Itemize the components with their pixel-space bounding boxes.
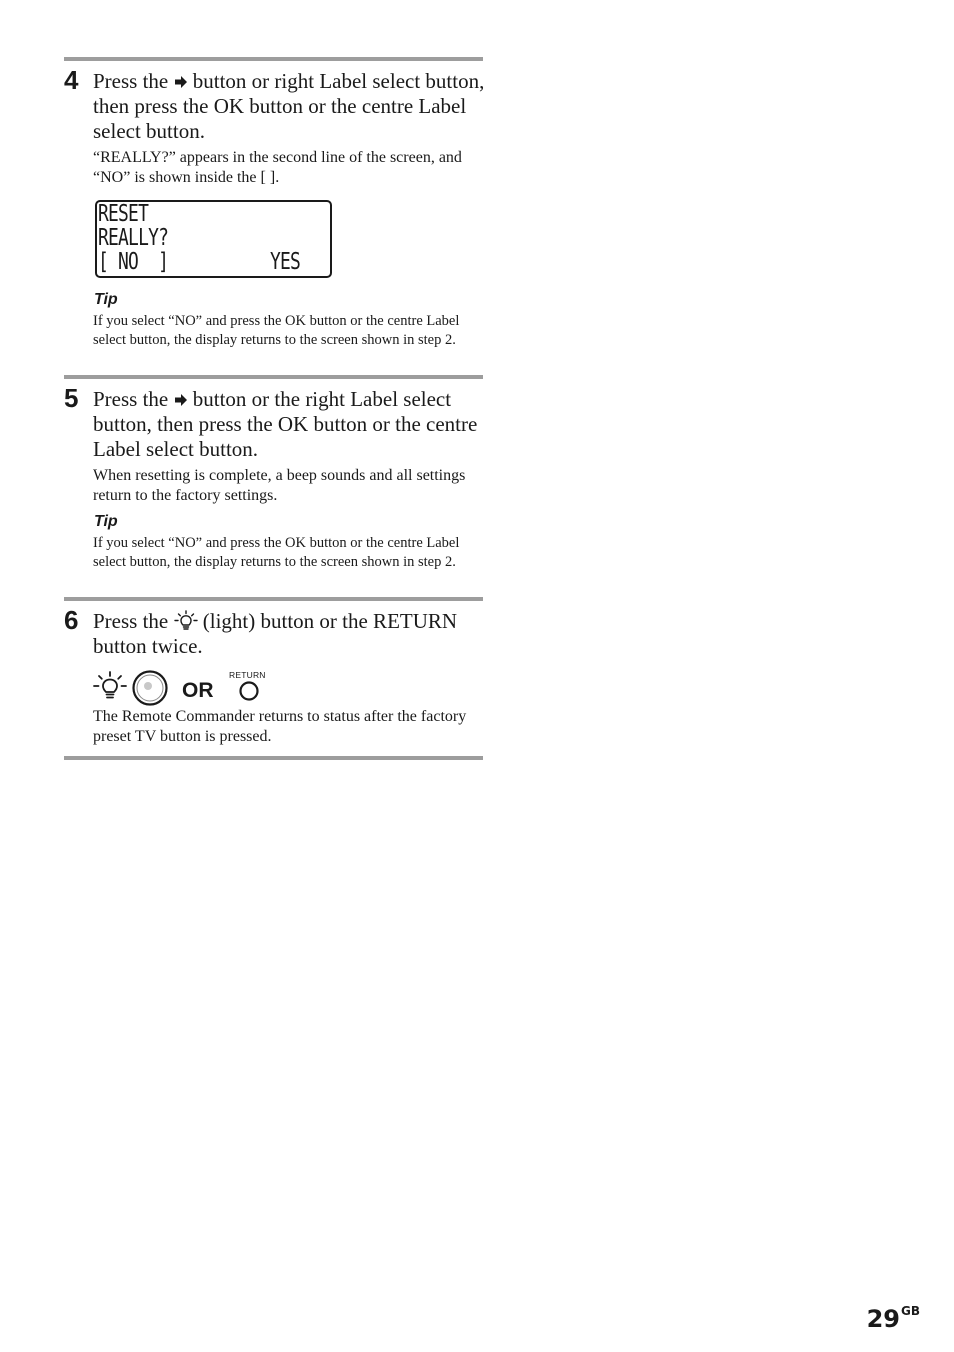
lcd-line-really: REALLY? [98, 225, 169, 251]
step-4-tip-label: Tip [94, 291, 118, 308]
button-illustration-row [93, 668, 293, 708]
page-number-value: 29 [866, 1305, 900, 1333]
step-5-heading-post: button or the right Label select button, then press the OK button or the centre Label select button. [93, 387, 478, 461]
step-5-tip-text: If you select “NO” and press the OK button or the centre Label select button, the display returns to the screen shown in step 2. [93, 535, 460, 570]
return-button-icon [237, 680, 261, 702]
step-6-heading-pre: Press the [93, 609, 169, 633]
right-arrow-icon [174, 393, 188, 407]
step-4-description: “REALLY?” appears in the second line of the screen, and “NO” is shown inside the [ ]. [93, 149, 462, 186]
lcd-line-no-bracket: [ NO ] [98, 249, 169, 275]
light-icon [174, 610, 198, 632]
section-rule-step-5 [64, 375, 483, 379]
step-4-tip-text: If you select “NO” and press the OK button or the centre Label select button, the display returns to the screen shown in step 2. [93, 313, 460, 348]
step-5-description: When resetting is complete, a beep sounds and all settings return to the factory settings. [93, 467, 466, 504]
step-6-description: The Remote Commander returns to status after the factory preset TV button is pressed. [93, 708, 467, 745]
page-number-suffix: GB [901, 1304, 920, 1318]
section-rule-top [64, 57, 483, 61]
step-4-heading-pre: Press the [93, 69, 169, 93]
lcd-line-reset: RESET [98, 201, 149, 227]
or-label: OR [182, 679, 214, 702]
page-number [867, 1296, 920, 1334]
light-button-icon [131, 669, 169, 707]
step-number-5: 5 [64, 383, 79, 413]
step-number-6: 6 [64, 605, 79, 635]
step-6-heading-post: (light) button or the RETURN button twice. [93, 609, 458, 658]
light-icon [93, 671, 127, 701]
section-rule-step-6 [64, 597, 483, 601]
right-arrow-icon [174, 75, 188, 89]
step-5-heading [93, 387, 485, 462]
step-4-heading-post: button or right Label select button, then press the OK button or the centre Label select button. [93, 69, 485, 143]
lcd-line-yes: YES [270, 249, 301, 275]
step-5-tip-label: Tip [94, 513, 118, 530]
return-label: RETURN [229, 670, 266, 680]
section-rule-bottom [64, 756, 483, 760]
step-number-4: 4 [64, 65, 79, 95]
step-6-heading [93, 609, 485, 659]
step-4-heading [93, 69, 485, 144]
step-5-heading-pre: Press the [93, 387, 169, 411]
